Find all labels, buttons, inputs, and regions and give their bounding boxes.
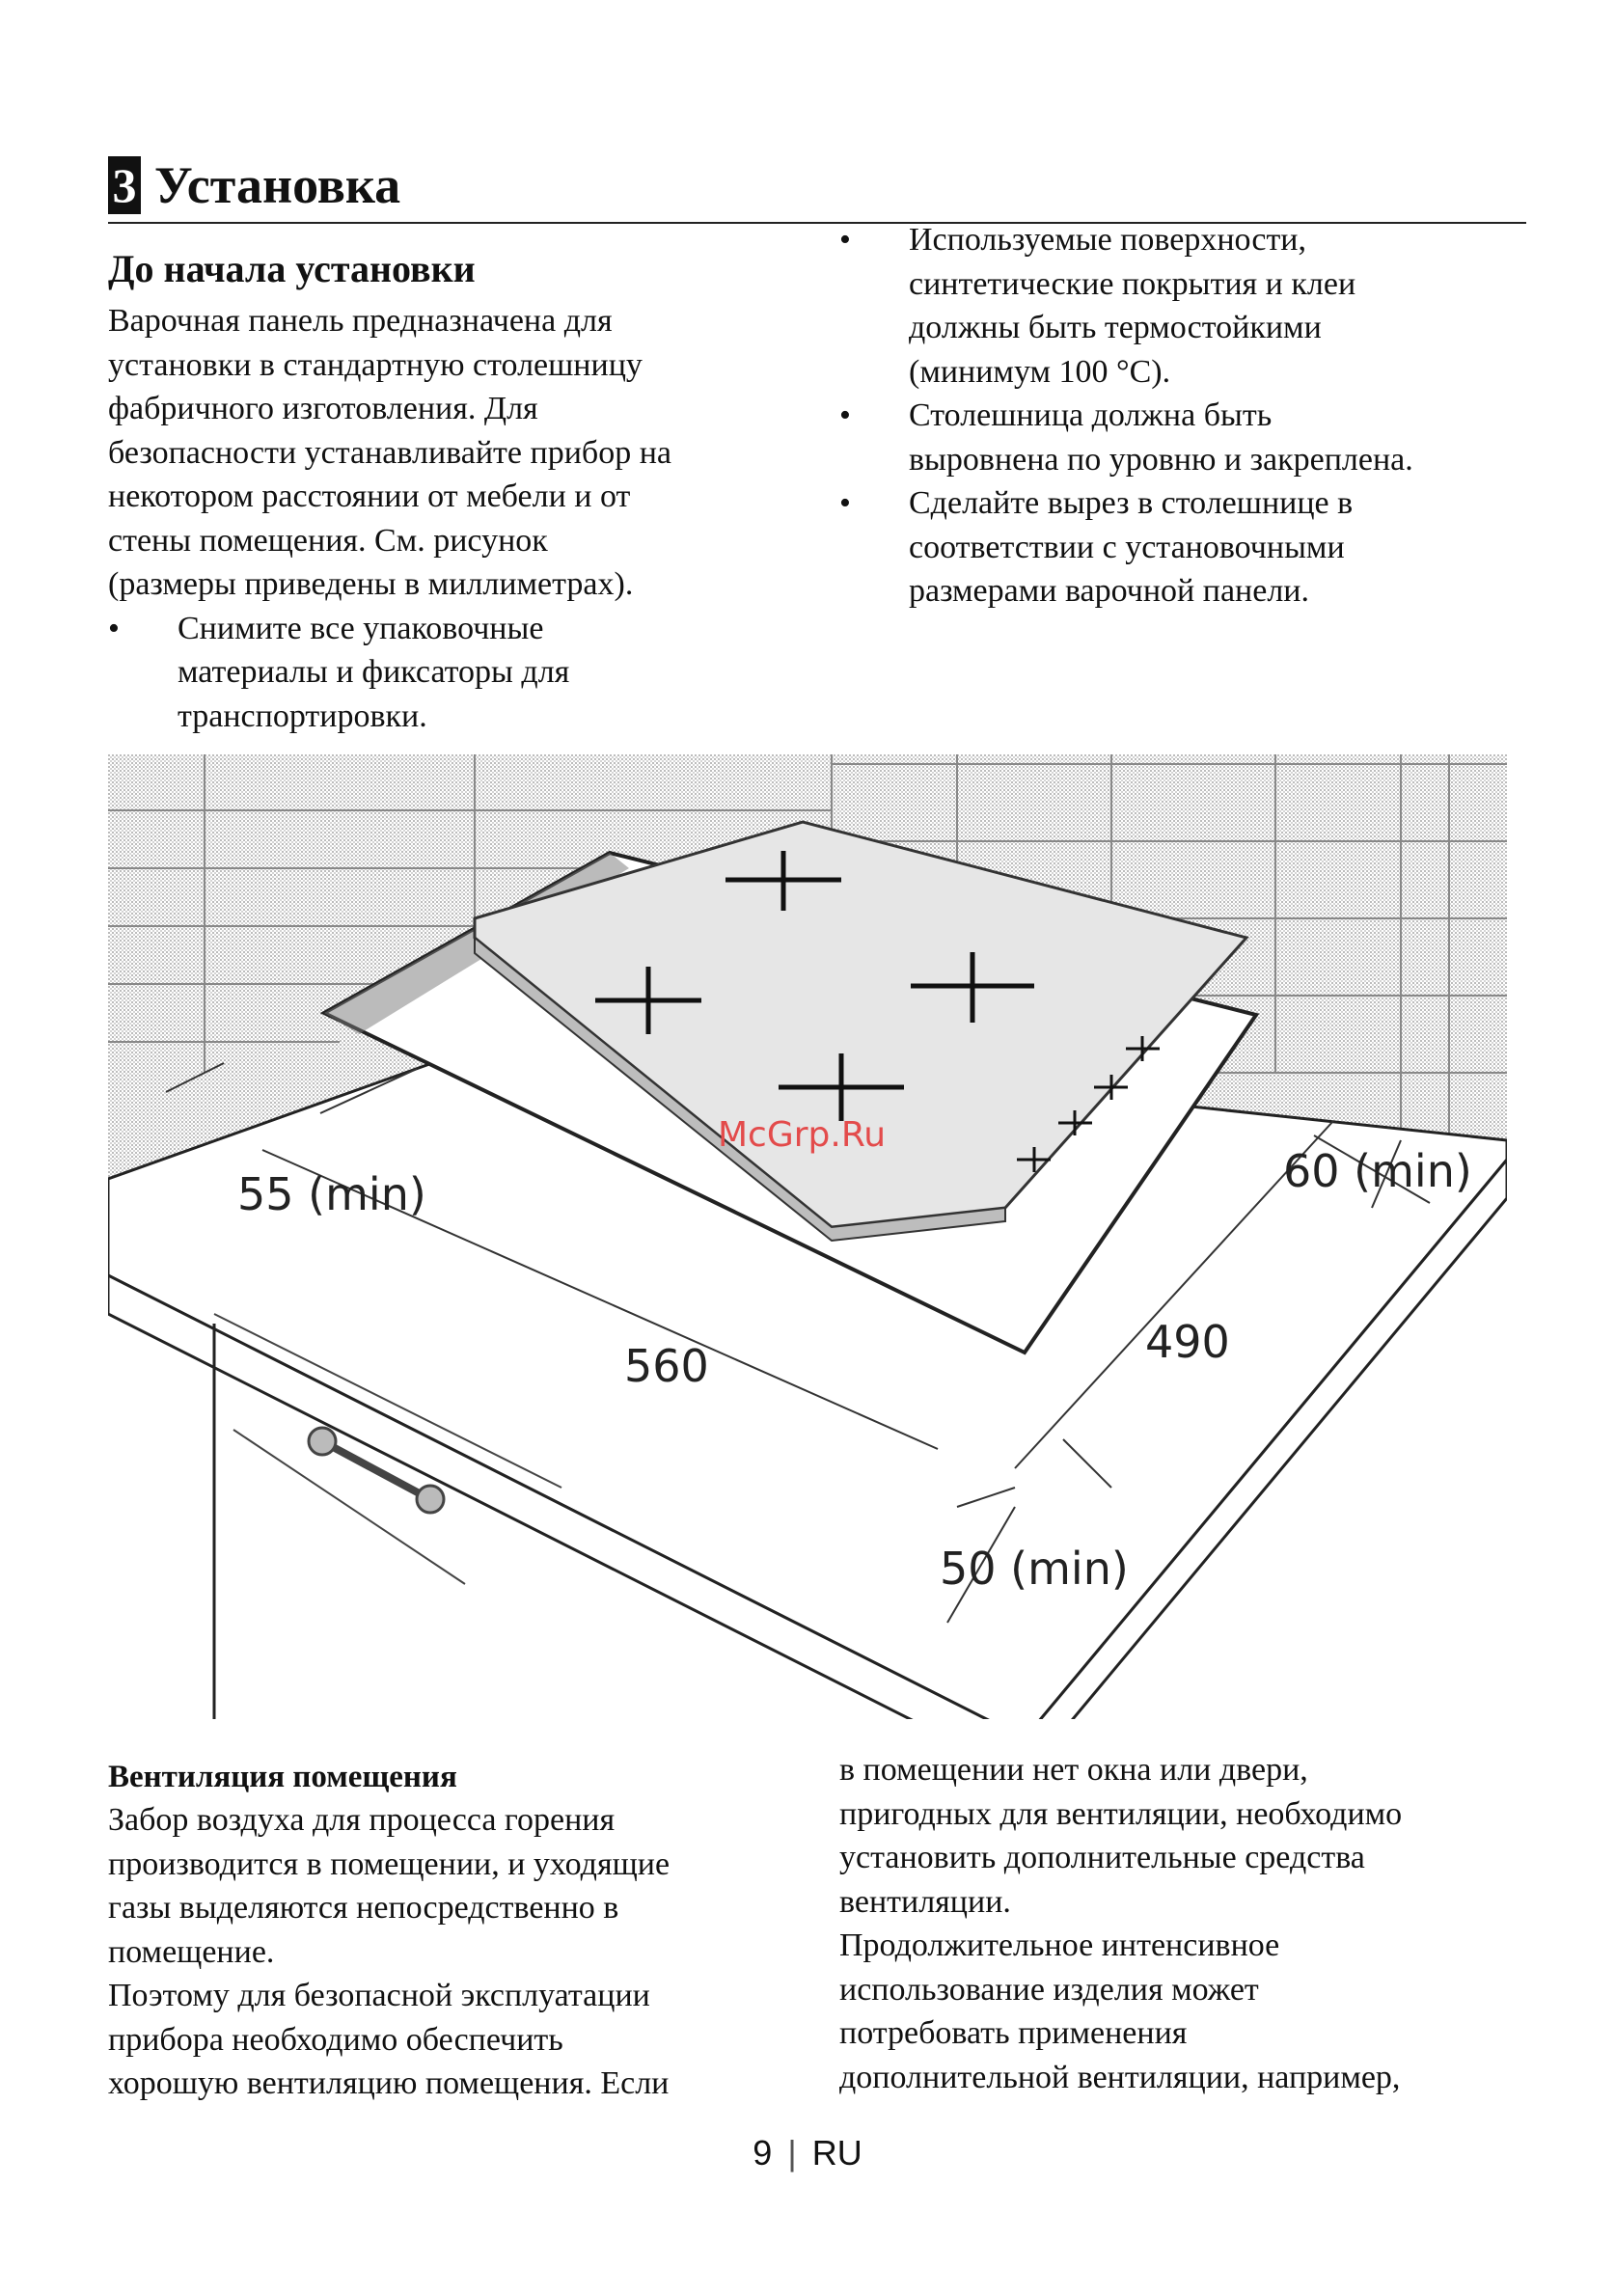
text-line: пригодных для вентиляции, необходимо: [839, 1795, 1403, 1832]
intro-paragraph: [108, 299, 803, 607]
ventilation-left-column: [108, 1756, 803, 2106]
text-line: установки в стандартную столешницу: [108, 346, 643, 383]
bullet-text: (минимум 100 °C).: [909, 353, 1171, 390]
bullet-text: синтетические покрытия и клеи: [909, 265, 1356, 302]
text-line: дополнительной вентиляции, например,: [839, 2059, 1401, 2095]
dim-label-55: 55 (min): [237, 1168, 426, 1220]
text-line: некотором расстоянии от мебели и от: [108, 478, 631, 514]
ventilation-right-column: [839, 1748, 1534, 2099]
text-line: потребовать применения: [839, 2015, 1188, 2051]
bullet-item: [839, 394, 1534, 481]
bullet-item: [839, 481, 1534, 614]
page-footer: [0, 2132, 1615, 2174]
text-line: вентиляции.: [839, 1883, 1011, 1920]
left-column: [108, 245, 803, 738]
bullet-text: Сделайте вырез в столешнице в: [909, 485, 1354, 521]
text-line: использование изделия может: [839, 1971, 1259, 2008]
bullet-text: выровнена по уровню и закреплена.: [909, 441, 1413, 478]
installation-diagram: [108, 754, 1507, 1719]
text-line: прибора необходимо обеспечить: [108, 2021, 563, 2058]
text-line: безопасности устанавливайте прибор на: [108, 434, 671, 471]
right-column: [839, 218, 1534, 614]
text-line: хорошую вентиляцию помещения. Если: [108, 2065, 670, 2101]
page-number: 9: [753, 2133, 773, 2173]
text-line: в помещении нет окна или двери,: [839, 1752, 1308, 1788]
section-number: 3: [108, 156, 141, 214]
text-line: фабричного изготовления. Для: [108, 391, 538, 426]
text-line: стены помещения. См. рисунок: [108, 522, 548, 559]
bullet-text: Снимите все упаковочные: [178, 610, 544, 646]
dim-label-60: 60 (min): [1283, 1145, 1472, 1197]
language-code: RU: [811, 2133, 862, 2173]
bullet-text: размерами варочной панели.: [909, 573, 1309, 609]
bullet-item: [108, 607, 803, 739]
section-title: Установка: [154, 156, 401, 214]
bullet-icon: •: [839, 485, 851, 521]
bullet-text: соответствии с установочными: [909, 529, 1345, 565]
footer-separator: |: [787, 2133, 797, 2173]
bullet-item: [839, 218, 1534, 394]
bullet-icon: •: [839, 222, 851, 258]
dim-label-50: 50 (min): [940, 1543, 1129, 1595]
text-line: Забор воздуха для процесса горения: [108, 1802, 616, 1838]
section-header: [108, 145, 1526, 224]
bullet-text: Используемые поверхности,: [909, 222, 1307, 258]
bullet-text: транспортировки.: [178, 697, 427, 734]
text-line: Варочная панель предназначена для: [108, 303, 613, 339]
bullet-icon: •: [839, 397, 851, 433]
bullet-text: Столешница должна быть: [909, 397, 1273, 433]
subsection-heading: До начала установки: [108, 247, 476, 290]
bullet-text: должны быть термостойкими: [909, 310, 1322, 345]
dim-label-490: 490: [1145, 1316, 1230, 1368]
text-line: Продолжительное интенсивное: [839, 1927, 1280, 1963]
text-line: газы выделяются непосредственно в: [108, 1890, 619, 1926]
text-line: Поэтому для безопасной эксплуатации: [108, 1978, 650, 2013]
ventilation-heading: Вентиляция помещения: [108, 1760, 457, 1794]
text-line: (размеры приведены в миллиметрах).: [108, 566, 634, 602]
bullet-icon: •: [108, 610, 120, 646]
text-line: установить дополнительные средства: [839, 1840, 1365, 1875]
watermark: McGrp.Ru: [718, 1115, 887, 1155]
text-line: помещение.: [108, 1933, 275, 1970]
bullet-text: материалы и фиксаторы для: [178, 654, 570, 690]
dim-label-560: 560: [624, 1340, 709, 1392]
text-line: производится в помещении, и уходящие: [108, 1845, 671, 1882]
